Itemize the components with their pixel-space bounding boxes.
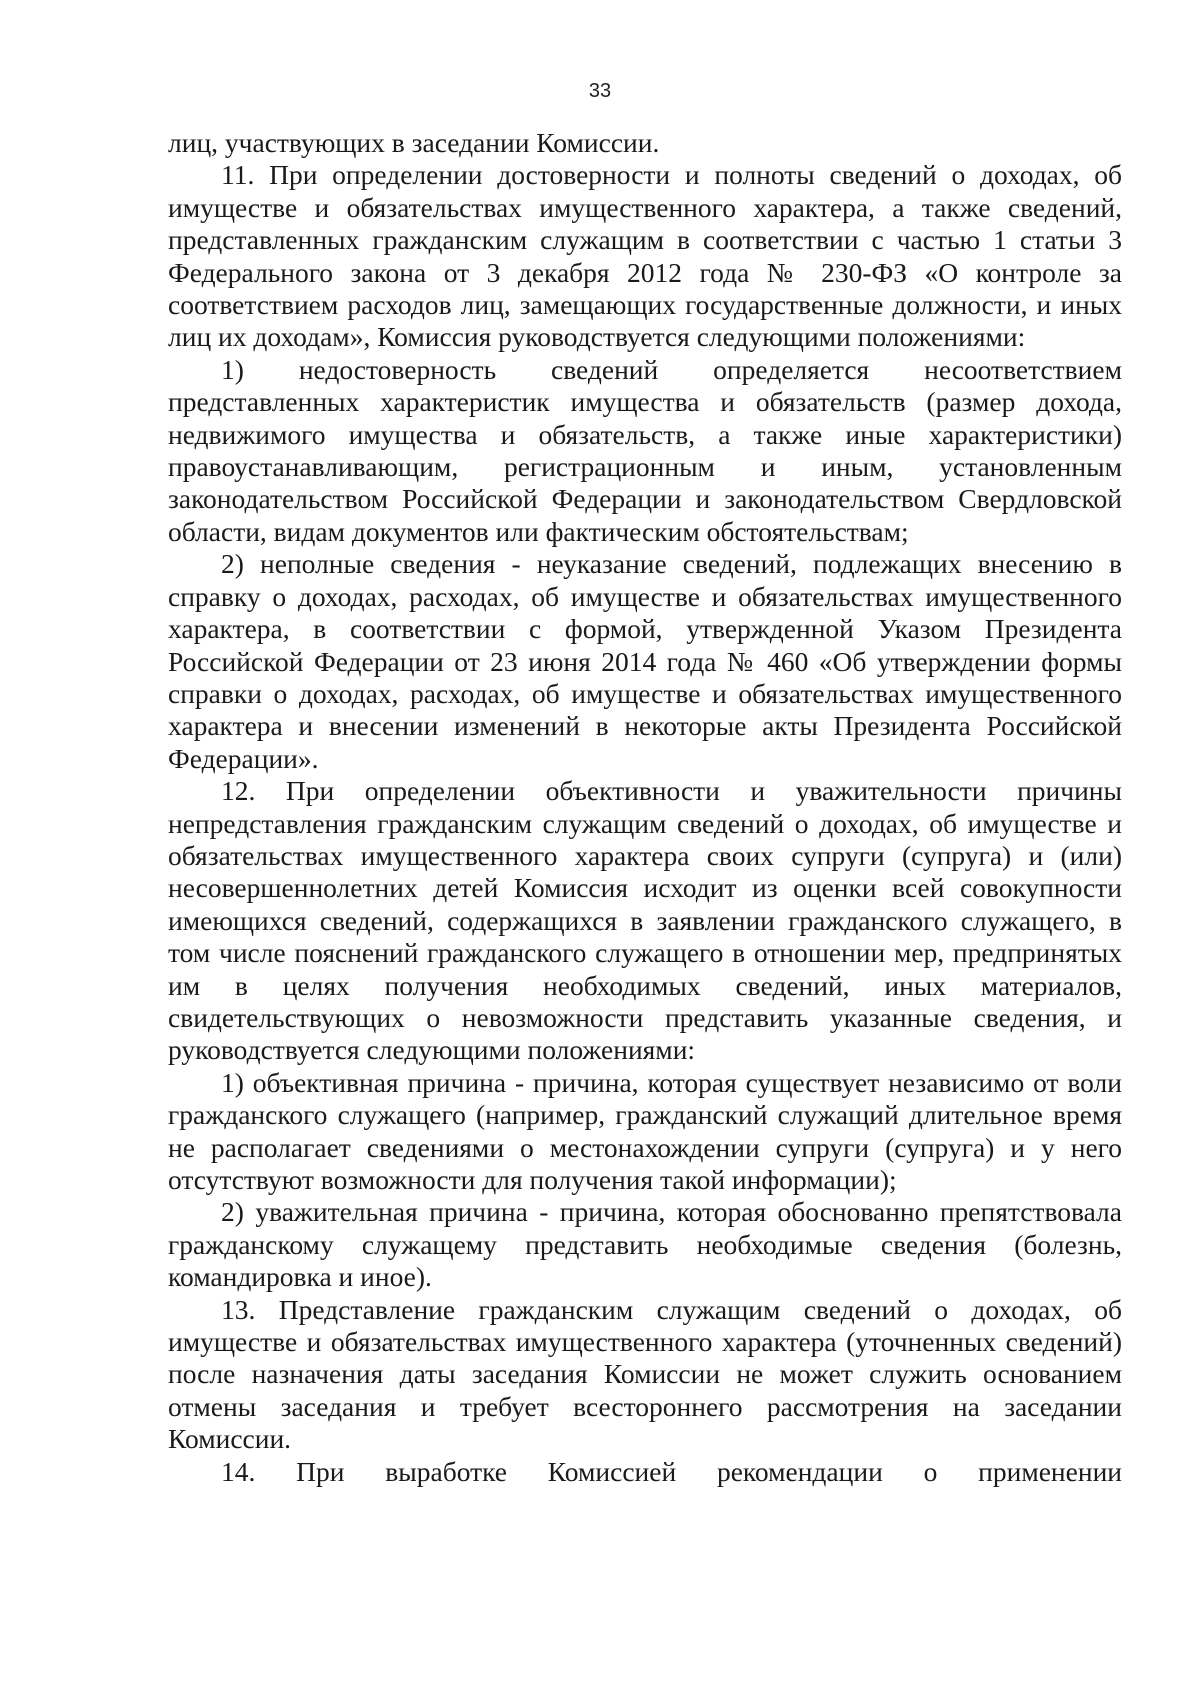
paragraph: 14. При выработке Комиссией рекомендации о применении [221,1455,1122,1487]
document-body [168,127,1122,1488]
paragraph: 12. При определении объективности и уважительности причины непредставления гражданским служащим сведений о доходах, об имуществе и обязательствах имущественного характера своих супруги (супруга) и (или) несовершеннолетних детей Комиссия исходит из оценки всей совокупности имеющихся сведений, содержащихся в заявлении гражданского служащего, в том числе пояснений гражданского служащего в отношении мер, предпринятых им в целях получения необходимых сведений, иных материалов, свидетельствующих о невозможности представить указанные сведения, и руководствуется следующими положениями: [168,775,1122,1066]
paragraph: 2) уважительная причина - причина, которая обоснованно препятствовала гражданскому служащему представить необходимые сведения (болезнь, командировка и иное). [168,1196,1122,1293]
page-number: 33 [588,80,612,102]
paragraph: 1) недостоверность сведений определяется несоответствием представленных характеристик имущества и обязательств (размер дохода, недвижимого имущества и обязательств, а также иные характеристики) правоустанавливающим, регистрационным и иным, установленным законодательством Российской Федерации и законодательством Свердловской области, видам документов или фактическим обстоятельствам; [168,353,1122,547]
paragraph: лиц, участвующих в заседании Комиссии. [168,127,660,158]
paragraph: 1) объективная причина - причина, которая существует независимо от воли гражданского служащего (например, гражданский служащий длительное время не располагает сведениями о местонахождении супруги (супруга) и у него отсутствуют возможности для получения такой информации); [168,1066,1122,1195]
paragraph: 13. Представление гражданским служащим сведений о доходах, об имуществе и обязательствах имущественного характера (уточненных сведений) после назначения даты заседания Комиссии не может служить основанием отмены заседания и требует всестороннего рассмотрения на заседании Комиссии. [168,1293,1122,1455]
paragraph: 2) неполные сведения - неуказание сведений, подлежащих внесению в справку о доходах, расходах, об имуществе и обязательствах имущественного характера, в соответствии с формой, утвержденной Указом Президента Российской Федерации от 23 июня 2014 года № 460 «Об утверждении формы справки о доходах, расходах, об имуществе и обязательствах имущественного характера и внесении изменений в некоторые акты Президента Российской Федерации». [168,548,1122,774]
paragraph: 11. При определении достоверности и полноты сведений о доходах, об имуществе и обязательствах имущественного характера, а также сведений, представленных гражданским служащим в соответствии с частью 1 статьи 3 Федерального закона от 3 декабря 2012 года № 230-ФЗ «О контроле за соответствием расходов лиц, замещающих государственные должности, и иных лиц их доходам», Комиссия руководствуется следующими положениями: [168,159,1122,353]
